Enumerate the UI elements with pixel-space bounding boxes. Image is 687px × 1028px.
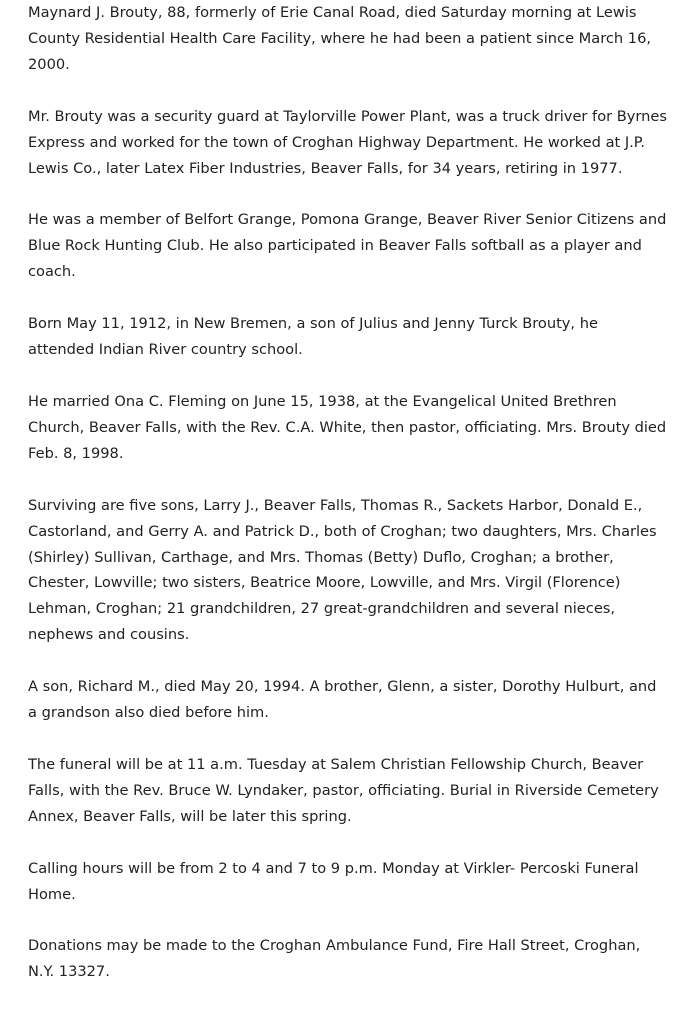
paragraph-career: Mr. Brouty was a security guard at Taylorville Power Plant, was a truck driver for Byrnes Express and worked for the town of Croghan Highway Department. He worked at J.P. Lewis Co., later Latex Fiber Industries, Beaver Falls, for 34 years, retiring in 1977.: [28, 107, 667, 177]
paragraph-birth: Born May 11, 1912, in New Bremen, a son of Julius and Jenny Turck Brouty, he attended Indian River country school.: [28, 315, 598, 359]
obituary-article: [28, 0, 668, 985]
paragraph-predeceased: A son, Richard M., died May 20, 1994. A brother, Glenn, a sister, Dorothy Hulburt, and a grandson also died before him.: [28, 678, 657, 722]
paragraph-death-notice: Maynard J. Brouty, 88, formerly of Erie Canal Road, died Saturday morning at Lewis County Residential Health Care Facility, where he had been a patient since March 16, 2000.: [28, 4, 652, 73]
paragraph-survivors: Surviving are five sons, Larry J., Beaver Falls, Thomas R., Sackets Harbor, Donald E., Castorland, and Gerry A. and Patrick D., both of Croghan; two daughters, Mrs. Charles (Shirley) Sullivan, Carthage, and Mrs. Thomas (Betty) Duflo, Croghan; a brother, Chester, Lowville; two sisters, Beatrice Moore, Lowville, and Mrs. Virgil (Florence) Lehman, Croghan; 21 grandchildren, 27 great-grandchildren and several nieces, nephews and cousins.: [28, 496, 657, 644]
paragraph-funeral: The funeral will be at 11 a.m. Tuesday at Salem Christian Fellowship Church, Beaver Falls, with the Rev. Bruce W. Lyndaker, pastor, officiating. Burial in Riverside Cemetery Annex, Beaver Falls, will be later this spring.: [28, 755, 659, 825]
paragraph-donations: Donations may be made to the Croghan Ambulance Fund, Fire Hall Street, Croghan, N.Y. 13327.: [28, 937, 641, 981]
paragraph-memberships: He was a member of Belfort Grange, Pomona Grange, Beaver River Senior Citizens and Blue Rock Hunting Club. He also participated in Beaver Falls softball as a player and coach.: [28, 211, 667, 281]
paragraph-calling-hours: Calling hours will be from 2 to 4 and 7 to 9 p.m. Monday at Virkler- Percoski Funeral Home.: [28, 859, 639, 903]
paragraph-marriage: He married Ona C. Fleming on June 15, 1938, at the Evangelical United Brethren Church, Beaver Falls, with the Rev. C.A. White, then pastor, officiating. Mrs. Brouty died Feb. 8, 1998.: [28, 392, 667, 462]
